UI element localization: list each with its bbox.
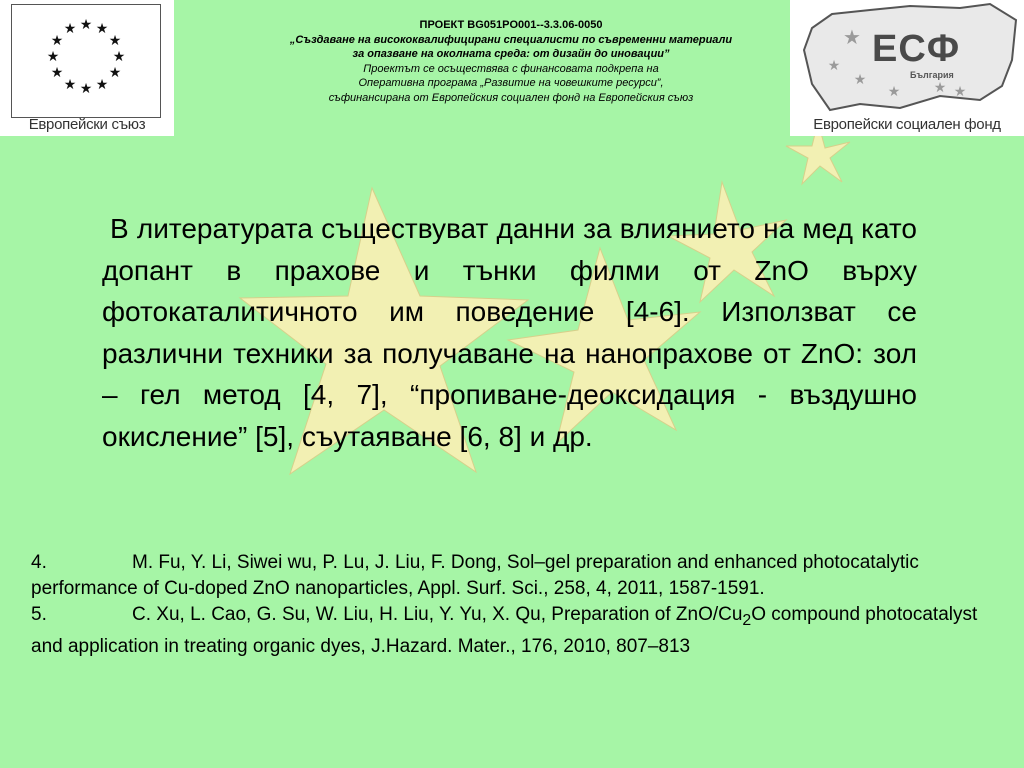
svg-text:★: ★	[63, 77, 77, 93]
svg-text:★: ★	[112, 49, 126, 65]
svg-text:★: ★	[843, 25, 861, 49]
esf-caption: Европейски социален фонд	[813, 116, 1001, 133]
esf-title: ЕСФ	[872, 28, 961, 70]
reference-number: 4.	[31, 552, 47, 573]
reference-subscript: 2	[742, 611, 752, 629]
svg-text:★: ★	[46, 49, 60, 65]
eu-caption: Европейски съюз	[28, 116, 146, 133]
project-title-line2: за опазване на околната среда: от дизайн до иновации”	[352, 48, 670, 61]
reference-text: M. Fu, Y. Li, Siwei wu, P. Lu, J. Liu, F. Dong, Sol–gel preparation and enhanced photocatalytic performance of Cu-doped ZnO nanoparticles, Appl. Surf. Sci., 258, 4, 2011, 1587-1591.	[31, 552, 919, 599]
reference-text-part1: C. Xu, L. Cao, G. Su, W. Liu, H. Liu, Y. Yu, X. Qu, Preparation of ZnO/Cu	[132, 604, 743, 625]
eu-flag-icon	[11, 4, 161, 118]
eu-logo	[0, 0, 174, 136]
reference-text-part2: O compound photocatalyst and application in treating organic dyes, J.Hazard. Mater., 176, 2010, 807–813	[31, 604, 978, 657]
references-list	[31, 550, 991, 660]
project-code: ПРОЕКТ BG051PO001--3.3.06-0050	[419, 19, 603, 31]
svg-text:★: ★	[108, 65, 122, 81]
svg-text:★: ★	[887, 84, 901, 100]
reference-item	[31, 602, 991, 660]
svg-text:★: ★	[79, 81, 93, 97]
funding-line3: съфинансирана от Европейския социален фонд на Европейския съюз	[328, 91, 694, 104]
svg-text:★: ★	[827, 58, 841, 74]
funding-line1: Проектът се осъществява с финансовата подкрепа на	[363, 62, 659, 75]
svg-text:★: ★	[79, 17, 93, 33]
project-title-line1: „Създаване на висококвалифицирани специалисти по съвременни материали	[289, 33, 733, 46]
main-paragraph: В литературата съществуват данни за влиянието на мед като допант в прахове и тънки филми от ZnO върху фотокаталитичното им поведение [4-6]. Използват се различни техники за получаване на нанопрахове от ZnO: зол – гел метод [4, 7], “пропиване-деоксидация - въздушно окисление” [5], съутаяване [6, 8] и др.	[102, 213, 917, 452]
svg-text:★: ★	[953, 84, 967, 100]
svg-text:★: ★	[95, 77, 109, 93]
funding-line2: Оперативна програма „Развитие на човешките ресурси”,	[358, 77, 664, 90]
svg-text:★: ★	[50, 65, 64, 81]
svg-text:★: ★	[108, 33, 122, 49]
project-header	[230, 18, 792, 106]
svg-text:★: ★	[933, 80, 947, 96]
svg-text:★: ★	[95, 21, 109, 37]
reference-item	[31, 550, 991, 602]
svg-text:★: ★	[63, 21, 77, 37]
reference-number: 5.	[31, 604, 47, 625]
esf-country: България	[910, 70, 954, 80]
svg-text:★: ★	[853, 72, 867, 88]
svg-text:★: ★	[50, 33, 64, 49]
